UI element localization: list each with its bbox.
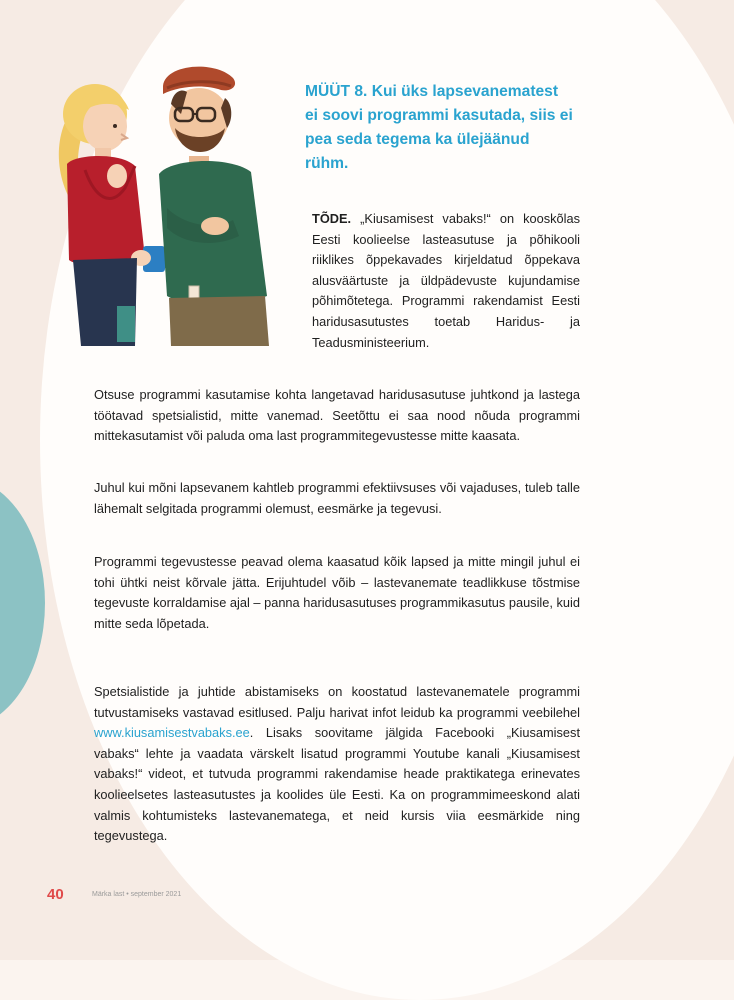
- final-para-before: Spetsialistide ja juhtide abistamiseks on koostatud lastevanematele programmi tutvustamiseks vastavad esitlused. Palju harivat infot leidub ka programmi veebilehel: [94, 684, 580, 720]
- body-paragraph-4: [94, 682, 580, 847]
- final-para-after: . Lisaks soovitame jälgida Facebooki „Kiusamisest vabaks“ lehte ja vaadata värskelt lisatud programmi Youtube kanali „Kiusamisest vabaks!“ videot, et tutvuda programmi rakendamise heade praktikatega erinevates koolieelsetes lasteasutustes ja koolides üle Eesti. Ka on programmimeeskond alati valmis kohtumisteks lastevanematega, et neid kursis viia eesmärkide ning tegevustega.: [94, 725, 580, 844]
- website-link[interactable]: www.kiusamisestvabaks.ee: [94, 725, 250, 741]
- illustration-people-talking: [55, 58, 290, 348]
- woman-figure: [59, 84, 174, 346]
- body-paragraph-1: Otsuse programmi kasutamise kohta langetavad haridusasutuse juhtkond ja lastega töötavad spetsialistid, mitte vanemad. Seetõttu ei saa nood nõuda programmi mittekasutamist või paluda oma last programmitegevustesse mitte kaasata.: [94, 387, 580, 444]
- footer-meta: Märka last • september 2021: [92, 891, 182, 898]
- myth-heading: MÜÜT 8. Kui üks lapsevanematest ei soovi programmi kasutada, siis ei pea seda tegema ka ülejäänud rühm.: [305, 83, 573, 172]
- truth-paragraph: [312, 209, 580, 353]
- body-paragraph-3: Programmi tegevustesse peavad olema kaasatud kõik lapsed ja mitte mingil juhul ei tohi ühtki neist kõrvale jätta. Erijuhtudel võib – lastevanemate teadlikkuse tõstmise tegevuste korraldamise ajal – panna haridusasutuses programmikasutus pausile, kuid mitte seda lõpetada.: [94, 554, 580, 631]
- truth-text: „Kiusamisest vabaks!“ on kooskõlas Eesti koolieelse lasteasutuse ja põhikooli riiklikes õppekavades kirjeldatud õppekava alusväärtuste ja üldpädevuste kujundamise põhimõtetega. Programmi rakendamist Eesti haridusasutustes toetab Haridus- ja Teadusministeerium.: [312, 211, 580, 350]
- truth-label: TÕDE.: [312, 211, 352, 226]
- page-number: 40: [47, 886, 64, 903]
- man-figure: [159, 67, 269, 346]
- body-paragraph-2: Juhul kui mõni lapsevanem kahtleb programmi efektiivsuses või vajaduses, tuleb talle lähemalt selgitada programmi olemust, eesmärke ja tegevusi.: [94, 480, 580, 516]
